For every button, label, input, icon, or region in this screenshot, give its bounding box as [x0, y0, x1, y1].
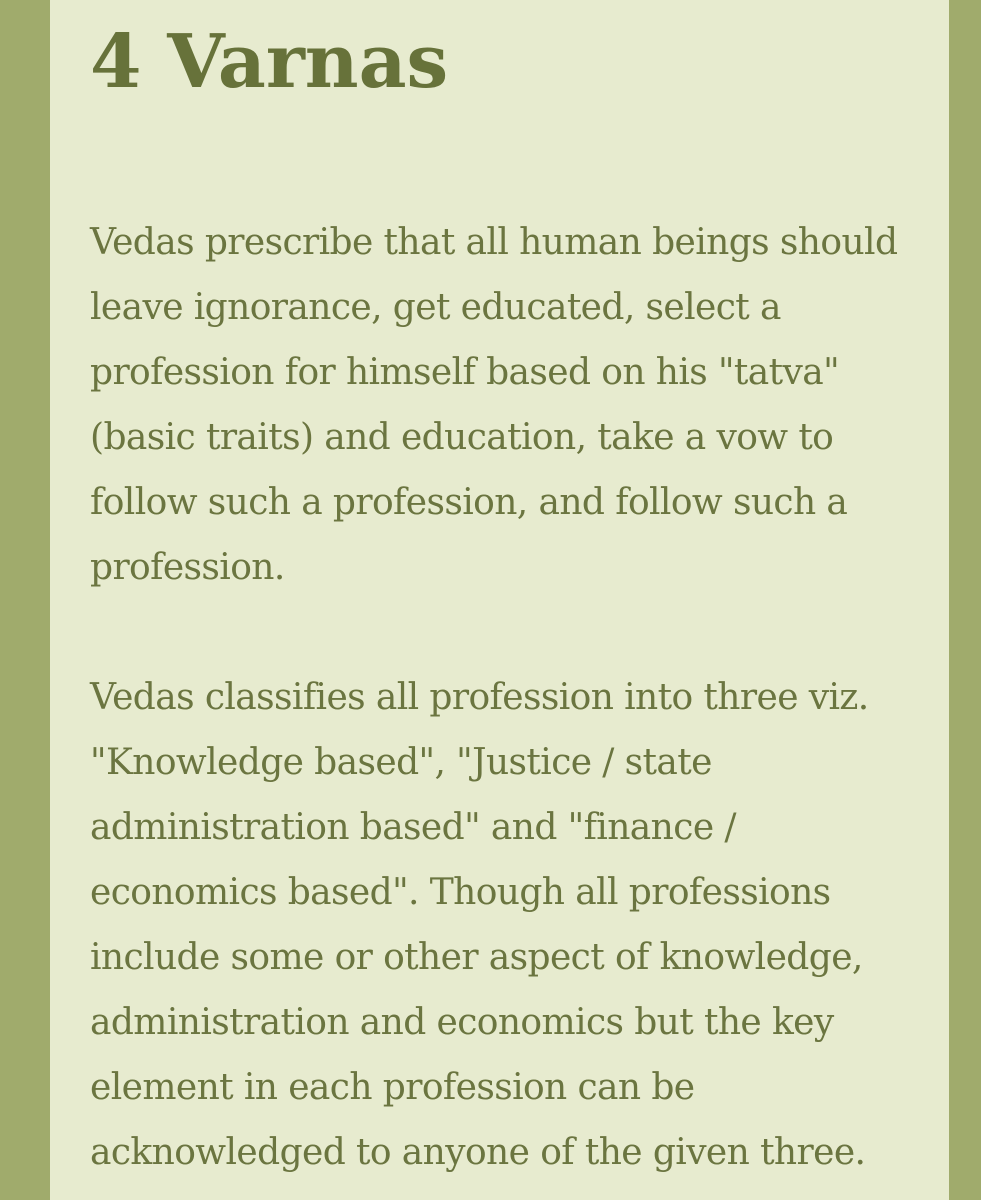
paragraph-line: element in each profession can be [90, 1067, 695, 1108]
paragraph-line: economics based". Though all professions [90, 872, 831, 913]
paragraph-line: administration and economics but the key [90, 1002, 834, 1043]
paragraph-line: Vedas classifies all profession into three viz. [90, 677, 869, 718]
paragraph-line: profession. [90, 547, 285, 588]
paragraph-line: leave ignorance, get educated, select a [90, 287, 781, 328]
paragraph-line: follow such a profession, and follow such a [90, 482, 848, 523]
paragraph-line: (basic traits) and education, take a vow to [90, 417, 834, 458]
paragraph-line: profession for himself based on his "tatva" [90, 352, 840, 393]
article-page [50, 0, 949, 1200]
paragraph-line: administration based" and "finance / [90, 807, 736, 848]
paragraph-line: Vedas prescribe that all human beings should [90, 222, 898, 263]
paragraph-line: "Knowledge based", "Justice / state [90, 742, 712, 783]
paragraph-1 [90, 210, 935, 600]
paragraph-line: acknowledged to anyone of the given three. [90, 1132, 866, 1173]
page-title: 4 Varnas [90, 19, 449, 105]
paragraph-2 [90, 665, 935, 1185]
paragraph-line: include some or other aspect of knowledge, [90, 937, 863, 978]
